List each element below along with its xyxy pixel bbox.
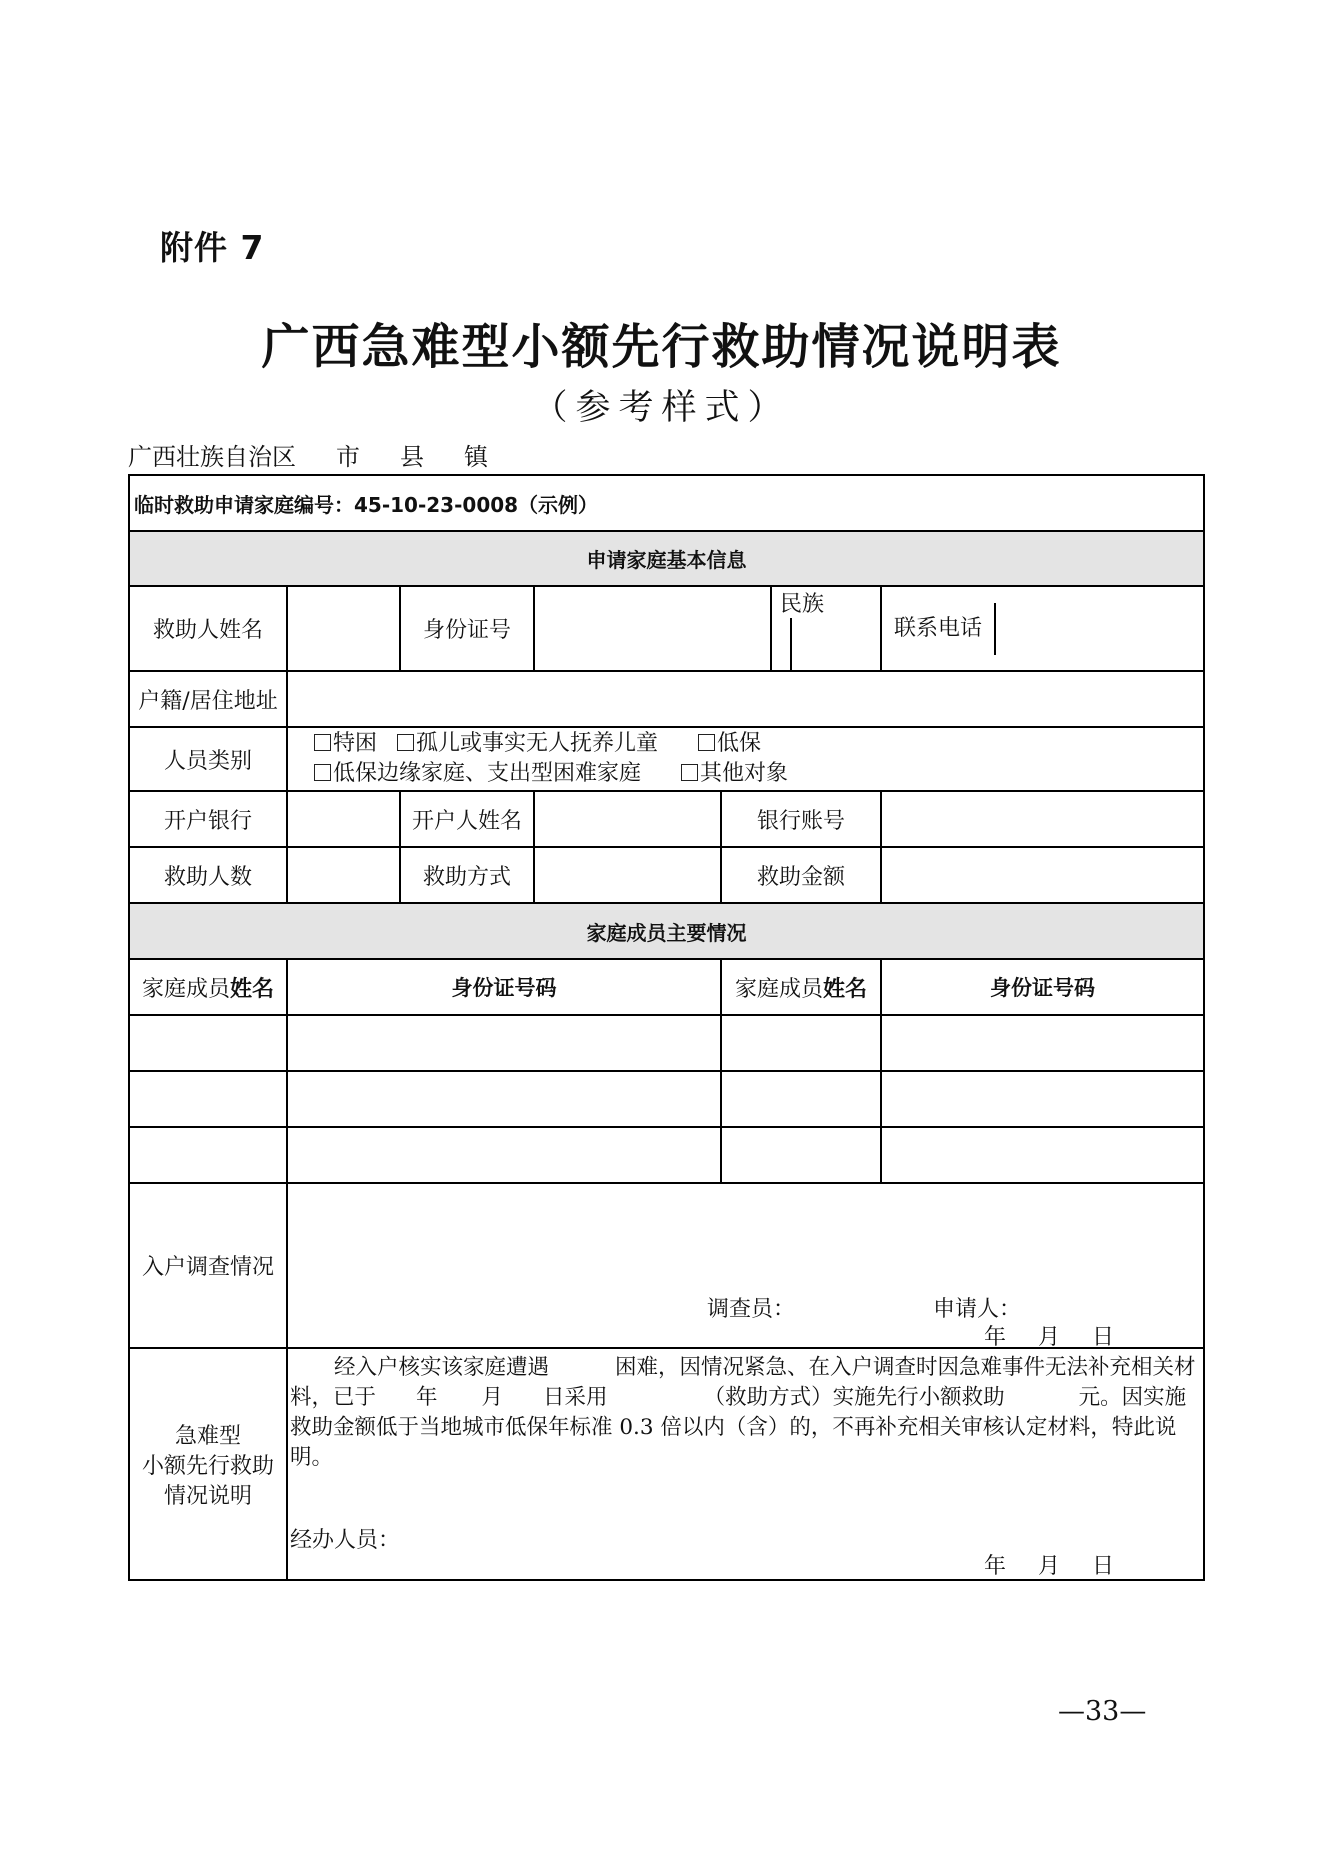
category-options (287, 727, 1204, 791)
member-id-header-right: 身份证号码 (881, 959, 1204, 1015)
member-id-cell[interactable] (881, 1015, 1204, 1071)
table-row (129, 1015, 1204, 1071)
attachment-label: 附件 7 (160, 228, 265, 267)
page-number: —33— (1058, 1696, 1147, 1727)
explanation-date-year: 年 (984, 1554, 1007, 1579)
explanation-seg-2: 困难，因情况紧急、在入户调查时因急难事件无法补充相关材料，已于 (290, 1355, 1196, 1410)
explanation-seg-4: 月 (481, 1385, 504, 1410)
member-id-cell[interactable] (287, 1071, 721, 1127)
relief-form (128, 474, 1205, 1581)
method-field[interactable] (534, 847, 721, 903)
explanation-text (290, 1353, 1201, 1473)
id-number-field[interactable] (534, 586, 771, 671)
address-field[interactable] (287, 671, 1204, 727)
checkbox-dibao[interactable] (698, 734, 715, 751)
explanation-date-month: 月 (1038, 1554, 1061, 1579)
survey-date-day: 日 (1092, 1325, 1115, 1350)
explanation-seg-6: （救助方式）实施先行小额救助 (703, 1385, 1005, 1410)
category-other-label: 其他对象 (700, 761, 789, 786)
category-marginal-label: 低保边缘家庭、支出型困难家庭 (333, 761, 642, 786)
section-basic-info-header: 申请家庭基本信息 (129, 531, 1204, 586)
explanation-date-day: 日 (1092, 1554, 1115, 1579)
survey-field[interactable] (287, 1183, 1204, 1348)
amount-label: 救助金额 (721, 847, 881, 903)
checkbox-tekun[interactable] (314, 734, 331, 751)
explanation-label-line-3: 情况说明 (163, 1484, 252, 1509)
category-dibao-label: 低保 (717, 731, 762, 756)
explanation-label-line-2: 小额先行救助 (141, 1454, 274, 1479)
applicant-name-label: 救助人姓名 (129, 586, 287, 671)
method-label: 救助方式 (400, 847, 534, 903)
member-name-header-right (721, 959, 881, 1015)
category-line-1 (314, 729, 1203, 759)
survey-date-month: 月 (1038, 1325, 1061, 1350)
bank-label: 开户银行 (129, 791, 287, 847)
member-name-cell[interactable] (721, 1071, 881, 1127)
region-town: 镇 (464, 443, 488, 471)
handler-label: 经办人员： (290, 1528, 401, 1553)
ethnicity-field[interactable] (790, 618, 848, 670)
table-row (129, 1127, 1204, 1183)
survey-label: 入户调查情况 (129, 1183, 287, 1348)
address-label: 户籍/居住地址 (129, 671, 287, 727)
checkbox-marginal[interactable] (314, 764, 331, 781)
member-name-bold-2: 姓名 (823, 975, 868, 1002)
case-number: 临时救助申请家庭编号：45-10-23-0008（示例） (129, 475, 1204, 531)
checkbox-other[interactable] (681, 764, 698, 781)
member-name-prefix: 家庭成员 (141, 976, 230, 1002)
page-subtitle: （参考样式） (532, 388, 791, 428)
explanation-seg-3: 年 (416, 1385, 438, 1410)
phone-label: 联系电话 (893, 615, 982, 641)
investigator-label: 调查员： (707, 1297, 796, 1322)
ethnicity-label (771, 586, 881, 671)
explanation-seg-7: 元。因实施救助金额低于当地城市低保年标准 0.3 倍以内（含）的，不再补充相关审核认定材料，特此说明。 (290, 1385, 1187, 1470)
survey-date-year: 年 (984, 1325, 1007, 1350)
section-family-header: 家庭成员主要情况 (129, 903, 1204, 959)
member-id-cell[interactable] (881, 1071, 1204, 1127)
region-city: 市 (336, 443, 360, 471)
region-county: 县 (400, 443, 424, 471)
member-name-cell[interactable] (721, 1015, 881, 1071)
persons-label: 救助人数 (129, 847, 287, 903)
account-holder-field[interactable] (534, 791, 721, 847)
ethnicity-label-text: 民族 (780, 592, 825, 617)
member-id-cell[interactable] (881, 1127, 1204, 1183)
amount-field[interactable] (881, 847, 1204, 903)
table-row (129, 1071, 1204, 1127)
member-name-cell[interactable] (129, 1127, 287, 1183)
phone-cell (881, 586, 1204, 671)
applicant-signature-label: 申请人： (933, 1297, 1022, 1322)
explanation-label-line-1: 急难型 (174, 1424, 241, 1449)
member-name-cell[interactable] (129, 1015, 287, 1071)
bank-field[interactable] (287, 791, 400, 847)
phone-field[interactable] (994, 603, 1186, 655)
member-name-cell[interactable] (129, 1071, 287, 1127)
category-line-2 (314, 759, 1203, 789)
applicant-name-field[interactable] (287, 586, 400, 671)
member-name-cell[interactable] (721, 1127, 881, 1183)
checkbox-orphan[interactable] (397, 734, 414, 751)
account-number-label: 银行账号 (721, 791, 881, 847)
explanation-field[interactable] (287, 1348, 1204, 1580)
member-id-cell[interactable] (287, 1127, 721, 1183)
category-orphan-label: 孤儿或事实无人抚养儿童 (416, 731, 659, 756)
account-number-field[interactable] (881, 791, 1204, 847)
account-holder-label: 开户人姓名 (400, 791, 534, 847)
id-number-label: 身份证号 (400, 586, 534, 671)
member-id-cell[interactable] (287, 1015, 721, 1071)
member-name-bold: 姓名 (230, 975, 275, 1002)
category-label: 人员类别 (129, 727, 287, 791)
member-name-prefix-2: 家庭成员 (734, 976, 823, 1002)
explanation-seg-1: 经入户核实该家庭遭遇 (334, 1355, 550, 1380)
explanation-seg-5: 日采用 (543, 1385, 608, 1410)
member-id-header-left: 身份证号码 (287, 959, 721, 1015)
explanation-label (129, 1348, 287, 1580)
page-title: 广西急难型小额先行救助情况说明表 (261, 319, 1062, 375)
region-province: 广西壮族自治区 (128, 443, 296, 471)
region-line (128, 437, 488, 472)
category-tekun-label: 特困 (333, 731, 378, 756)
persons-field[interactable] (287, 847, 400, 903)
member-name-header-left (129, 959, 287, 1015)
